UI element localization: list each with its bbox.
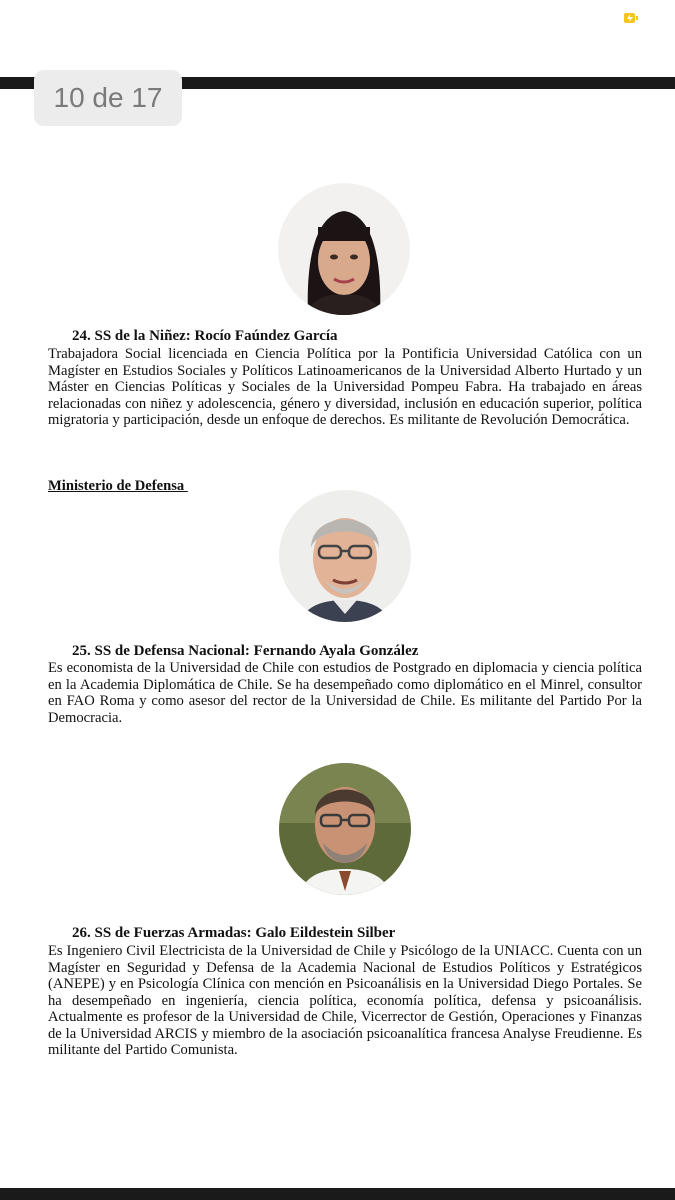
entry-title-26: 26. SS de Fuerzas Armadas: Galo Eildestein Silber bbox=[72, 925, 396, 941]
portrait-photo-ayala bbox=[279, 490, 411, 622]
entry-title-24: 24. SS de la Niñez: Rocío Faúndez García bbox=[72, 328, 338, 344]
section-heading-defensa: Ministerio de Defensa bbox=[48, 478, 188, 494]
entry-text-26: Es Ingeniero Civil Electricista de la Universidad de Chile y Psicólogo de la UNIACC. Cuenta con un Magíster en Seguridad y Defensa de la Academia Nacional de Estudios Políticos y Estratégicos (ANEPE) y en Psicología Clínica con mención en Psicoanálisis en la Universidad Diego Portales. Se ha desempeñado en ingeniería, ciencia política, economía política, defensa y psicoanálisis. Actualmente es profesor de la Universidad de Chile, Vicerrector de Gestión, Operaciones y Finanzas de la Universidad ARCIS y miembro de la asociación psicoanalítica francesa Analyse Freudienne. Es militante del Partido Comunista. bbox=[48, 943, 642, 1058]
entry-text-24: Trabajadora Social licenciada en Ciencia Política por la Pontificia Universidad Católica con un Magíster en Estudios Sociales y Políticos Latinoamericanos de la Universidad Alberto Hurtado y un Máster en Ciencias Políticas y Sociales de la Universidad Pompeu Fabra. Ha trabajado en áreas relacionadas con niñez y adolescencia, género y diversidad, inclusión en educación superior, política migratoria y participación, desde un enfoque de derechos. Es militante de Revolución Democrática. bbox=[48, 346, 642, 428]
bottom-divider-bar bbox=[0, 1188, 675, 1200]
portrait-photo-faundez bbox=[278, 183, 410, 315]
entry-title-25: 25. SS de Defensa Nacional: Fernando Ayala González bbox=[72, 643, 419, 659]
page-indicator: 10 de 17 bbox=[34, 70, 182, 126]
entry-text-25: Es economista de la Universidad de Chile con estudios de Postgrado en diplomacia y ciencia política en la Academia Diplomática de Chile. Se ha desempeñado como diplomático en el Minrel, consultor en FAO Roma y como asesor del rector de la Universidad de Chile. Es militante del Partido Por la Democracia. bbox=[48, 660, 642, 726]
battery-charging-icon bbox=[624, 11, 638, 23]
portrait-photo-eildestein bbox=[279, 763, 411, 895]
